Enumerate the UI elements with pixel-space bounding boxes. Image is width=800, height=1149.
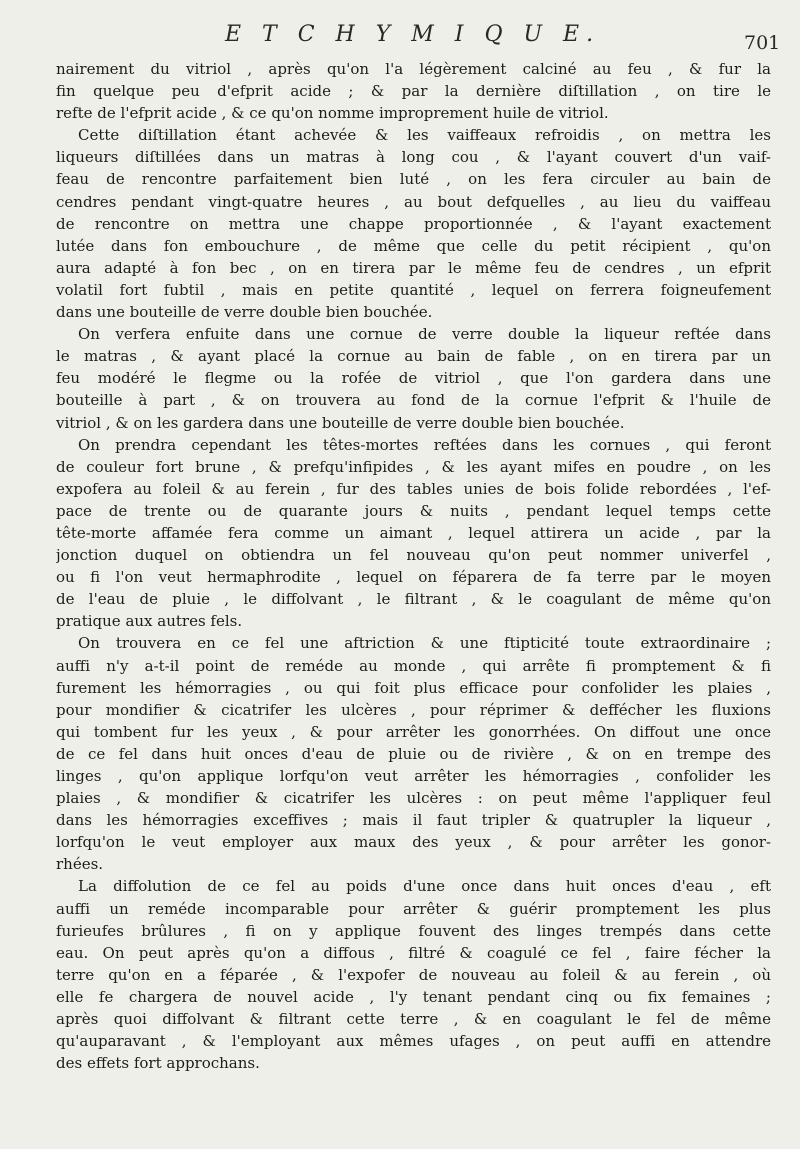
- text-line: feau de rencontre parfaitement bien luté , on les fera circuler au bain de: [56, 170, 771, 189]
- text-line: de rencontre on mettra une chappe proportionnée , & l'ayant exactement: [56, 214, 771, 233]
- text-line: aura adapté à fon bec , on en tirera par le même feu de cendres , un efprit: [56, 258, 771, 277]
- body-text: [56, 58, 771, 1074]
- text-line: lorfqu'on le veut employer aux maux des yeux , & pour arrêter les gonor-: [56, 833, 771, 852]
- text-line: On trouvera en ce fel une aftriction & une ftipticité toute extraordinaire ;: [78, 634, 771, 653]
- text-line: linges , qu'on applique lorfqu'on veut arrêter les hémorragies , confolider les: [56, 767, 771, 785]
- text-line: furement les hémorragies , ou qui foit plus efficace pour confolider les plaies ,: [56, 678, 771, 697]
- text-line: liqueurs diſtillées dans un matras à long cou , & l'ayant couvert d'un vaif-: [56, 148, 771, 167]
- text-line: tête-morte affamée fera comme un aimant , lequel attirera un acide , par la: [56, 523, 771, 542]
- text-line: On prendra cependant les têtes-mortes reftées dans les cornues , qui feront: [78, 435, 771, 454]
- paragraph: [56, 434, 771, 633]
- text-line: pace de trente ou de quarante jours & nuits , pendant lequel temps cette: [56, 501, 771, 520]
- text-line: vitriol , & on les gardera dans une bouteille de verre double bien bouchée.: [56, 413, 625, 432]
- text-line: rhées.: [56, 855, 104, 874]
- text-line: lutée dans fon embouchure , de même que celle du petit récipient , qu'on: [56, 236, 771, 255]
- running-title: E T C H Y M I Q U E.: [225, 22, 601, 47]
- text-line: plaies , & mondifier & cicatrifer les ulcères : on peut même l'appliquer feul: [56, 789, 771, 808]
- paragraph: [56, 124, 771, 323]
- text-line: volatil fort fubtil , mais en petite quantité , lequel on ferrera foigneufement: [56, 280, 771, 299]
- page-header: [0, 14, 800, 54]
- text-line: bouteille à part , & on trouvera au fond de la cornue l'efprit & l'huile de: [56, 391, 771, 410]
- text-line: pour mondifier & cicatrifer les ulcères , pour réprimer & deffécher les fluxions: [56, 700, 771, 719]
- text-line: auffi n'y a-t-il point de reméde au monde , qui arrête fi promptement & fi: [56, 656, 771, 675]
- text-line: pratique aux autres fels.: [56, 612, 243, 631]
- text-line: le matras , & ayant placé la cornue au bain de fable , on en tirera par un: [56, 347, 771, 366]
- text-line: feu modéré le flegme ou la rofée de vitriol , que l'on gardera dans une: [56, 369, 771, 388]
- paragraph: [56, 875, 771, 1074]
- text-line: qu'auparavant , & l'employant aux mêmes ufages , on peut auffi en attendre: [56, 1032, 771, 1051]
- text-line: refte de l'efprit acide , & ce qu'on nomme improprement huile de vitriol.: [56, 104, 609, 123]
- text-line: de ce fel dans huit onces d'eau de pluie ou de rivière , & on en trempe des: [56, 744, 771, 763]
- text-line: fin quelque peu d'efprit acide ; & par la dernière diſtillation , on tire le: [56, 82, 771, 101]
- text-line: qui tombent fur les yeux , & pour arrêter les gonorrhées. On diffout une once: [56, 722, 771, 741]
- text-line: elle fe chargera de nouvel acide , l'y tenant pendant cinq ou fix femaines ;: [56, 987, 771, 1006]
- text-line: de l'eau de pluie , le diffolvant , le filtrant , & le coagulant de même qu'on: [56, 590, 771, 609]
- text-line: eau. On peut après qu'on a diffous , filtré & coagulé ce fel , faire fécher la: [56, 943, 771, 962]
- paragraph: [56, 58, 771, 124]
- text-line: La diffolution de ce fel au poids d'une once dans huit onces d'eau , eft: [78, 877, 771, 896]
- text-line: Cette diſtillation étant achevée & les vaiffeaux refroidis , on mettra les: [78, 126, 771, 145]
- paragraph: [56, 632, 771, 875]
- text-line: dans une bouteille de verre double bien bouchée.: [56, 303, 433, 322]
- page-number: 701: [744, 32, 781, 54]
- text-line: expofera au foleil & au ferein , fur des tables unies de bois folide rebordées , l'ef-: [56, 479, 771, 498]
- text-line: après quoi diffolvant & filtrant cette terre , & en coagulant le fel de même: [56, 1010, 771, 1029]
- text-line: ou fi l'on veut hermaphrodite , lequel on féparera de fa terre par le moyen: [56, 568, 771, 587]
- text-line: On verfera enfuite dans une cornue de verre double la liqueur reftée dans: [78, 325, 771, 344]
- text-line: cendres pendant vingt-quatre heures , au bout defquelles , au lieu du vaiffeau: [56, 192, 771, 211]
- text-line: dans les hémorragies exceffives ; mais il faut tripler & quatrupler la liqueur ,: [56, 811, 771, 830]
- text-line: auffi un reméde incomparable pour arrêter & guérir promptement les plus: [56, 899, 771, 918]
- text-line: des effets fort approchans.: [56, 1054, 260, 1073]
- text-line: jonction duquel on obtiendra un fel nouveau qu'on peut nommer univerfel ,: [56, 546, 771, 565]
- text-line: de couleur fort brune , & prefqu'infipides , & les ayant mifes en poudre , on les: [56, 457, 771, 476]
- text-line: nairement du vitriol , après qu'on l'a légèrement calciné au feu , & fur la: [56, 60, 771, 78]
- text-line: terre qu'on en a féparée , & l'expofer de nouveau au foleil & au ferein , où: [56, 965, 771, 984]
- text-line: furieufes brûlures , fi on y applique fouvent des linges trempés dans cette: [56, 921, 771, 940]
- paragraph: [56, 323, 771, 433]
